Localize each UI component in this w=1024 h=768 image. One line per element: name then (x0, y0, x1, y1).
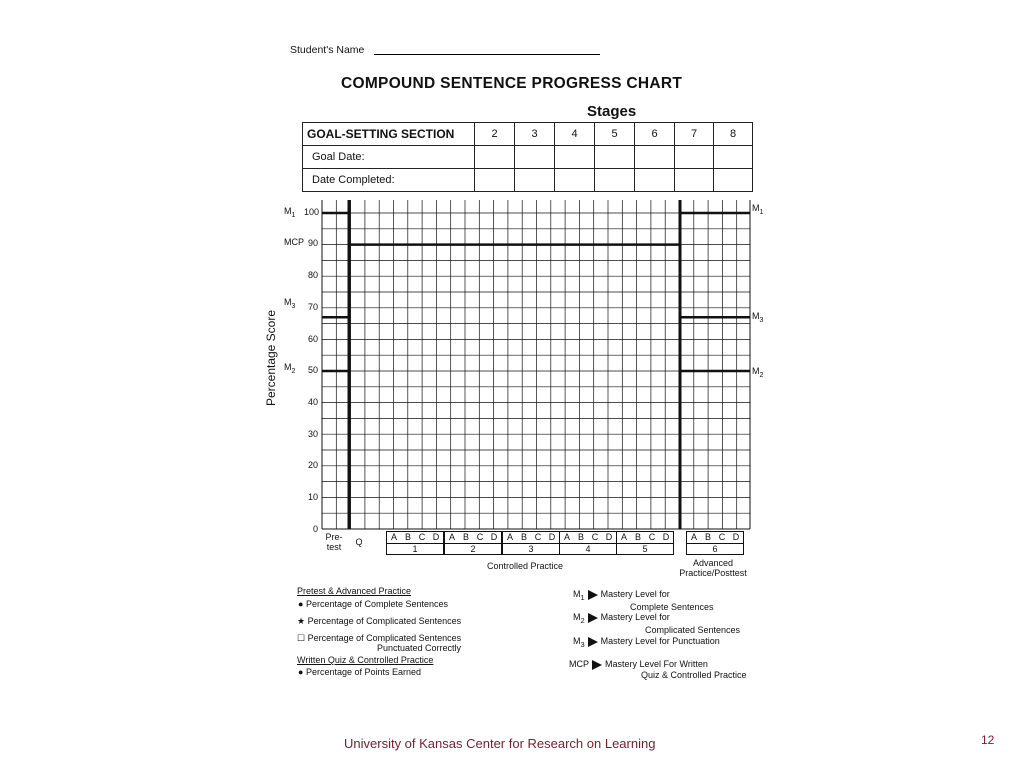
y-tick-label: 80 (307, 270, 318, 280)
stage-number-label: 4 (585, 544, 591, 554)
stage-letter: D (432, 532, 440, 542)
footer-organization: University of Kansas Center for Research on Learning (344, 736, 656, 751)
quiz-label: Q (355, 537, 363, 547)
y-tick-label: 90 (307, 238, 318, 248)
legend-item: ● Percentage of Complete Sentences (298, 599, 449, 609)
m3-left-label: $M_3$ (284, 297, 296, 310)
stages-heading: Stages (587, 103, 637, 120)
stage-number-label: 5 (642, 544, 648, 554)
m1-right-label: $M_1$ (752, 203, 764, 216)
legend-item: ● Percentage of Points Earned (298, 667, 422, 677)
stage-letter: A (448, 532, 455, 542)
legend-m3: $M_3$ Mastery Level for Punctuation (573, 636, 720, 649)
legend-item: ☐ Percentage of Complicated Sentences (297, 633, 462, 643)
m1-left-label: $M_1$ (284, 206, 296, 219)
stage-letter: A (390, 532, 397, 542)
stage-letter: A (620, 532, 627, 542)
stage-letter-row (617, 532, 673, 544)
mcp-left-label: MCP (284, 237, 304, 247)
stage-letter-row (445, 532, 501, 544)
stage-label-box (686, 531, 744, 555)
legend-item: ★ Percentage of Complicated Sentences (297, 616, 462, 626)
stage-letter-row (560, 532, 616, 544)
m2-left-label: $M_2$ (284, 362, 296, 375)
page-number: 12 (981, 733, 995, 747)
legend-heading-pretest: Pretest & Advanced Practice (297, 586, 412, 596)
star-icon: ★ (297, 616, 306, 626)
stage-number-label: 2 (470, 544, 476, 554)
students-name-label: Student's Name (290, 44, 365, 56)
m2-right-label: $M_2$ (752, 366, 764, 379)
y-tick-label: 20 (307, 460, 318, 470)
arrow-icon (592, 660, 602, 670)
stage-letter: B (462, 532, 469, 542)
y-tick-label: 100 (303, 207, 319, 217)
legend-mcp: MCP Mastery Level For Written Quiz & Controlled Practice (569, 659, 747, 680)
stage-letter: C (648, 532, 656, 542)
legend-item-continued: Punctuated Correctly (377, 643, 462, 653)
stage-letter: B (704, 532, 711, 542)
pretest-label: Pre- test (325, 532, 343, 552)
stage-label-box (502, 531, 560, 555)
stage-letter: A (563, 532, 570, 542)
stage-label-box (616, 531, 674, 555)
stage-letter-row (503, 532, 559, 544)
stage-letter-row (687, 532, 743, 544)
stage-label-box (444, 531, 502, 555)
stage-letter: A (506, 532, 513, 542)
legend-heading-quiz: Written Quiz & Controlled Practice (297, 655, 434, 665)
y-axis-title: Percentage Score (264, 309, 278, 407)
y-tick-label: 30 (307, 429, 318, 439)
square-icon: ☐ (297, 633, 306, 643)
stage-letter: B (577, 532, 584, 542)
m3-right-label: $M_3$ (752, 311, 764, 324)
stage-letter-row (387, 532, 443, 544)
stage-letter: C (418, 532, 426, 542)
stage-letter: D (548, 532, 556, 542)
stage-number: 7 (675, 123, 714, 146)
bullet-icon: ● (298, 599, 304, 609)
y-tick-label: 70 (307, 302, 318, 312)
date-completed-label: Date Completed: (303, 169, 475, 192)
arrow-icon (588, 637, 598, 647)
advanced-practice-label: Advanced Practice/Posttest (679, 558, 747, 578)
bullet-icon: ● (298, 667, 304, 677)
stage-number-label: 3 (528, 544, 534, 554)
stage-number: 5 (595, 123, 635, 146)
stage-letter: B (634, 532, 641, 542)
y-tick-label: 50 (307, 365, 318, 375)
y-tick-label: 40 (307, 397, 318, 407)
stage-label-box (559, 531, 617, 555)
stage-label-box (386, 531, 444, 555)
y-tick-label: 0 (312, 524, 318, 534)
y-tick-label: 60 (307, 334, 318, 344)
y-tick-label: 10 (307, 492, 318, 502)
stage-letter: D (662, 532, 670, 542)
stage-letter: C (591, 532, 599, 542)
stage-letter: C (534, 532, 542, 542)
stage-letter: C (718, 532, 726, 542)
stage-letter: C (476, 532, 484, 542)
stage-number: 2 (475, 123, 515, 146)
stage-number: 6 (635, 123, 675, 146)
legend-m1: $M_1$ Mastery Level for Complete Sentences (573, 589, 714, 612)
stage-letter: D (605, 532, 613, 542)
goal-date-label: Goal Date: (303, 146, 475, 169)
stage-number: 4 (555, 123, 595, 146)
stage-letter: D (732, 532, 740, 542)
chart-title: COMPOUND SENTENCE PROGRESS CHART (341, 75, 683, 92)
stage-letter: D (490, 532, 498, 542)
arrow-icon (588, 590, 598, 600)
stage-number: 8 (714, 123, 753, 146)
stage-number-label: 6 (712, 544, 718, 554)
stage-number: 3 (515, 123, 555, 146)
goal-setting-section-label: GOAL-SETTING SECTION (303, 123, 475, 146)
stage-letter: A (690, 532, 697, 542)
stage-letter: B (520, 532, 527, 542)
stage-letter: B (404, 532, 411, 542)
arrow-icon (588, 613, 598, 623)
stage-number-label: 1 (412, 544, 418, 554)
legend-m2: $M_2$ Mastery Level for Complicated Sentences (573, 612, 741, 635)
controlled-practice-label: Controlled Practice (486, 561, 564, 571)
